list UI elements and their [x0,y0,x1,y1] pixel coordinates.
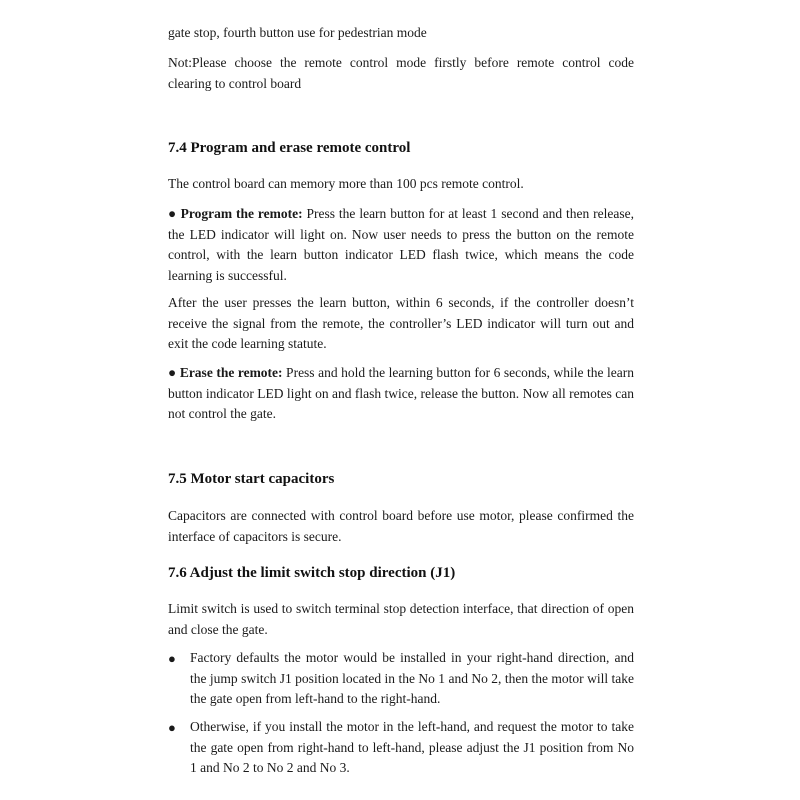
program-remote-paragraph [168,204,634,286]
section-7-5-text: Capacitors are connected with control board before use motor, please confirmed the interface of capacitors is secure. [168,508,634,544]
section-7-4-heading: 7.4 Program and erase remote control [168,140,411,156]
section-7-5-heading: 7.5 Motor start capacitors [168,471,335,487]
program-remote-text: Press the learn button for at least 1 second and then release, the LED indicator will light on. Now user needs to press the button on the remote control, with the learn button indicator LED flash twice, which means the code learning is successful. [168,206,634,283]
learn-timeout-paragraph: After the user presses the learn button, within 6 seconds, if the controller doesn’t receive the signal from the remote, the controller’s LED indicator will turn out and exit the code learning statute. [168,295,634,351]
erase-remote-paragraph [168,363,634,425]
erase-remote-text: Press and hold the learning button for 6 seconds, while the learn button indicator LED light on and flash twice, release the button. Now all remotes can not control the gate. [168,365,634,421]
bullet-mark: ● [168,720,176,735]
bullet-mark: ● [168,651,176,666]
section-7-4-intro: The control board can memory more than 100 pcs remote control. [168,176,524,191]
erase-remote-label: Erase the remote: [179,365,283,380]
section-7-6-text: Limit switch is used to switch terminal stop detection interface, that direction of open and close the gate. [168,601,634,637]
section-7-6-heading: 7.6 Adjust the limit switch stop direction (J1) [168,565,456,581]
list-item-factory-default: Factory defaults the motor would be installed in your right-hand direction, and the jump switch J1 position located in the No 1 and No 2, then the motor will take the gate open from left-hand to the right-hand. [190,650,634,706]
bullet-mark: ● [168,206,177,221]
list-item-left-hand: Otherwise, if you install the motor in the left-hand, and request the motor to take the gate open from right-hand to left-hand, please adjust the J1 position from No 1 and No 2 to No 2 and No 3. [190,719,634,775]
program-remote-label: Program the remote: [180,206,303,221]
paragraph-continued: gate stop, fourth button use for pedestrian mode [168,25,427,40]
note-paragraph: Not:Please choose the remote control mode firstly before remote control code clearing to control board [168,55,634,91]
bullet-mark: ● [168,365,177,380]
